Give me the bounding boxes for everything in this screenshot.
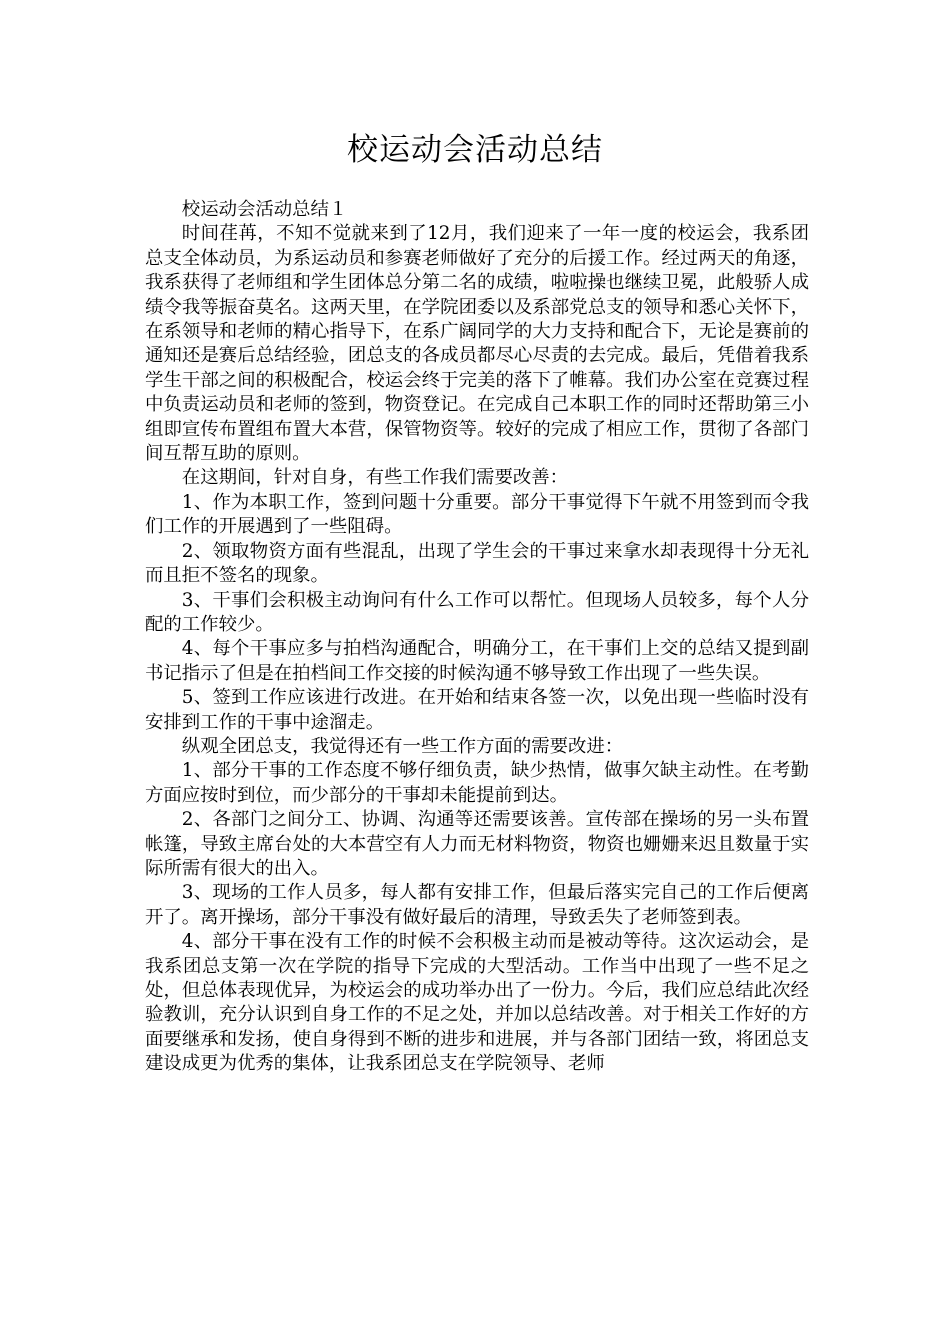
document-body [145,198,809,1077]
page-title: 校运动会活动总结 [347,132,603,168]
paragraph-overall-item-1: 1、部分干事的工作态度不够仔细负责，缺少热情，做事欠缺主动性。在考勤方面应按时到位，而少部分的干事却未能提前到达。 [145,760,809,806]
paragraph-overall-item-4: 4、部分干事在没有工作的时候不会积极主动而是被动等待。这次运动会，是我系团总支第一次在学院的指导下完成的大型活动。工作当中出现了一些不足之处，但总体表现优异，为校运会的成功举办出了一份力。今后，我们应总结此次经验教训，充分认识到自身工作的不足之处，并加以总结改善。对于相关工作好的方面要继承和发扬，使自身得到不断的进步和进展，并与各部门团结一致，将团总支建设成更为优秀的集体，让我系团总支在学院领导、老师 [145,931,809,1075]
section-subtitle: 校运动会活动总结１ [181,199,348,220]
paragraph-self-item-1: 1、作为本职工作，签到问题十分重要。部分干事觉得下午就不用签到而令我们工作的开展遇到了一些阻碍。 [145,491,809,538]
paragraph-self-item-5: 5、签到工作应该进行改进。在开始和结束各签一次，以免出现一些临时没有安排到工作的干事中途溜走。 [145,687,809,733]
paragraph-intro: 时间荏苒，不知不觉就来到了12月，我们迎来了一年一度的校运会，我系团总支全体动员，为系运动员和参赛老师做好了充分的后援工作。经过两天的角逐，我系获得了老师组和学生团体总分第二名的成绩，啦啦操也继续卫冕，此般骄人成绩令我等振奋莫名。这两天里，在学院团委以及系部党总支的领导和悉心关怀下，在系领导和老师的精心指导下，在系广阔同学的大力支持和配合下，无论是赛前的通知还是赛后总结经验，团总支的各成员都尽心尽责的去完成。最后，凭借着我系学生干部之间的积极配合，校运会终于完美的落下了帷幕。我们办公室在竞赛过程中负责运动员和老师的签到，物资登记。在完成自己本职工作的同时还帮助第三小组即宣传布置组布置大本营，保管物资等。较好的完成了相应工作，贯彻了各部门间互帮互助的原则。 [145,223,809,465]
paragraph-self-item-2: 2、领取物资方面有些混乱，出现了学生会的干事过来拿水却表现得十分无礼而且拒不签名的现象。 [145,540,809,587]
paragraph-overall-heading: 纵观全团总支，我觉得还有一些工作方面的需要改进： [181,735,624,757]
paragraph-self-item-3: 3、干事们会积极主动询问有什么工作可以帮忙。但现场人员较多，每个人分配的工作较少。 [145,589,809,635]
paragraph-overall-item-3: 3、现场的工作人员多，每人都有安排工作，但最后落实完自己的工作后便离开了。离开操场，部分干事没有做好最后的清理，导致丢失了老师签到表。 [145,882,809,928]
paragraph-self-improvement-heading: 在这期间，针对自身，有些工作我们需要改善： [181,467,569,489]
paragraph-overall-item-2: 2、各部门之间分工、协调、沟通等还需要该善。宣传部在操场的另一头布置帐篷，导致主席台处的大本营空有人力而无材料物资，物资也姗姗来迟且数量于实际所需有很大的出入。 [145,809,809,879]
paragraph-self-item-4: 4、每个干事应多与拍档沟通配合，明确分工，在干事们上交的总结又提到副书记指示了但是在拍档间工作交接的时候沟通不够导致工作出现了一些失误。 [145,638,809,684]
